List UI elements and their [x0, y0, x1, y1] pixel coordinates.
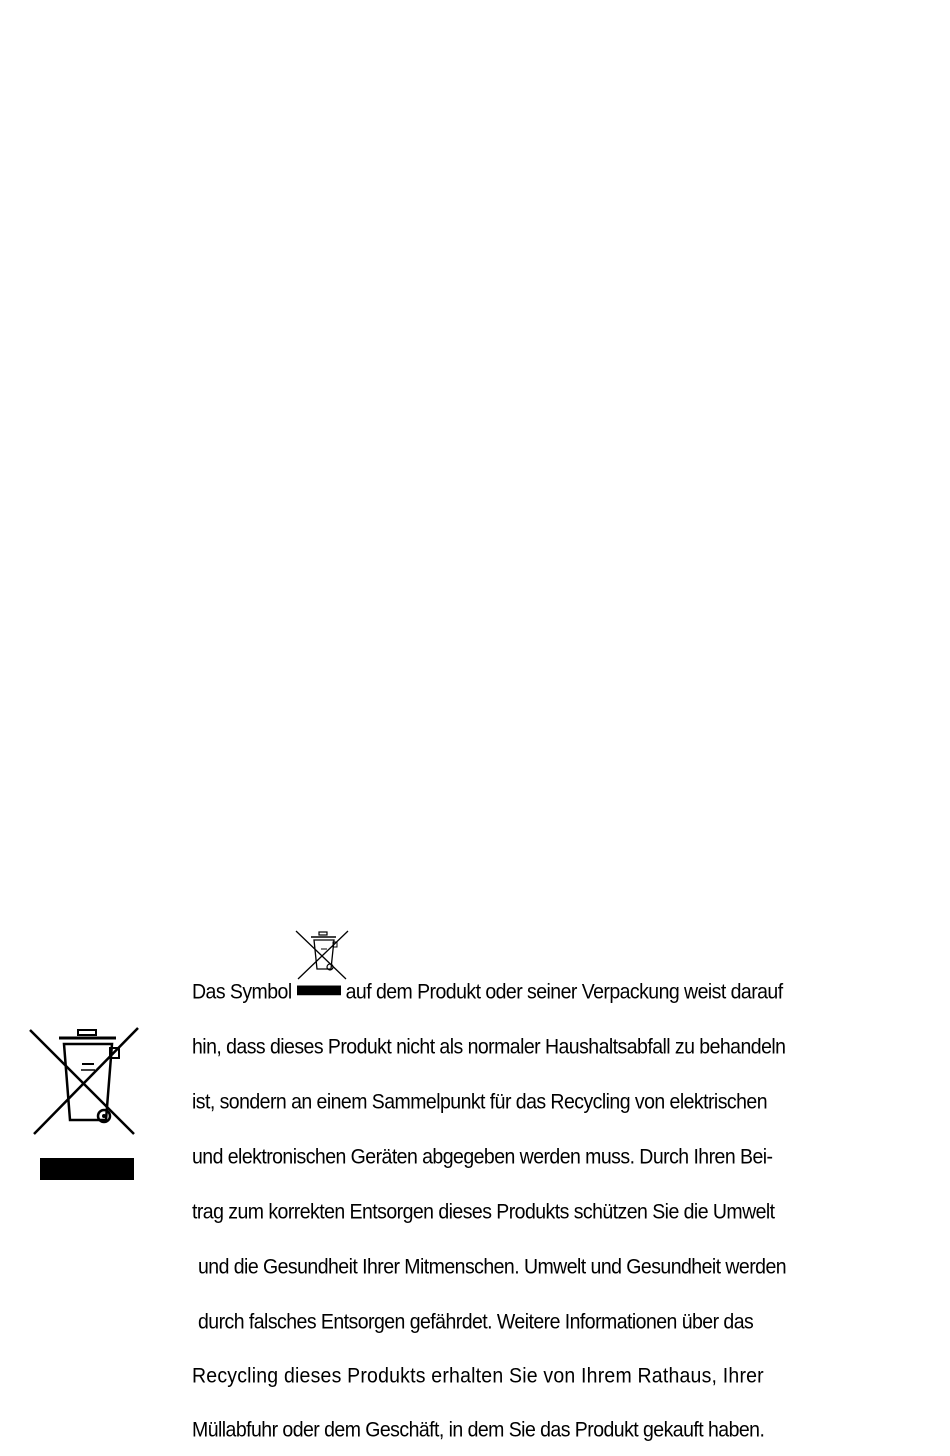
notice-line-9: Müllabfuhr oder dem Geschäft, in dem Sie das Produkt gekauft haben. [192, 1418, 765, 1442]
weee-bin-icon [26, 1024, 142, 1184]
notice-line-3: ist, sondern an einem Sammelpunkt für das Recycling von elektrischen [192, 1090, 767, 1114]
notice-line-7: durch falsches Entsorgen gefährdet. Weitere Informationen über das [198, 1310, 754, 1334]
notice-line-6: und die Gesundheit Ihrer Mitmenschen. Umwelt und Gesundheit werden [198, 1255, 787, 1279]
notice-line-8: Recycling dieses Produkts erhalten Sie von Ihrem Rathaus, Ihrer [192, 1364, 764, 1388]
symbol-bar-icon [297, 986, 341, 996]
notice-line-4: und elektronischen Geräten abgegeben werden muss. Durch Ihren Bei- [192, 1145, 773, 1169]
notice-line-1 [192, 970, 783, 1013]
notice-line-1-start: Das Symbol [192, 980, 292, 1004]
notice-line-2: hin, dass dieses Produkt nicht als normaler Haushaltsabfall zu behandeln [192, 1035, 786, 1059]
notice-line-5: trag zum korrekten Entsorgen dieses Produkts schützen Sie die Umwelt [192, 1200, 775, 1224]
notice-line-1-end: auf dem Produkt oder seiner Verpackung weist darauf [345, 980, 783, 1004]
